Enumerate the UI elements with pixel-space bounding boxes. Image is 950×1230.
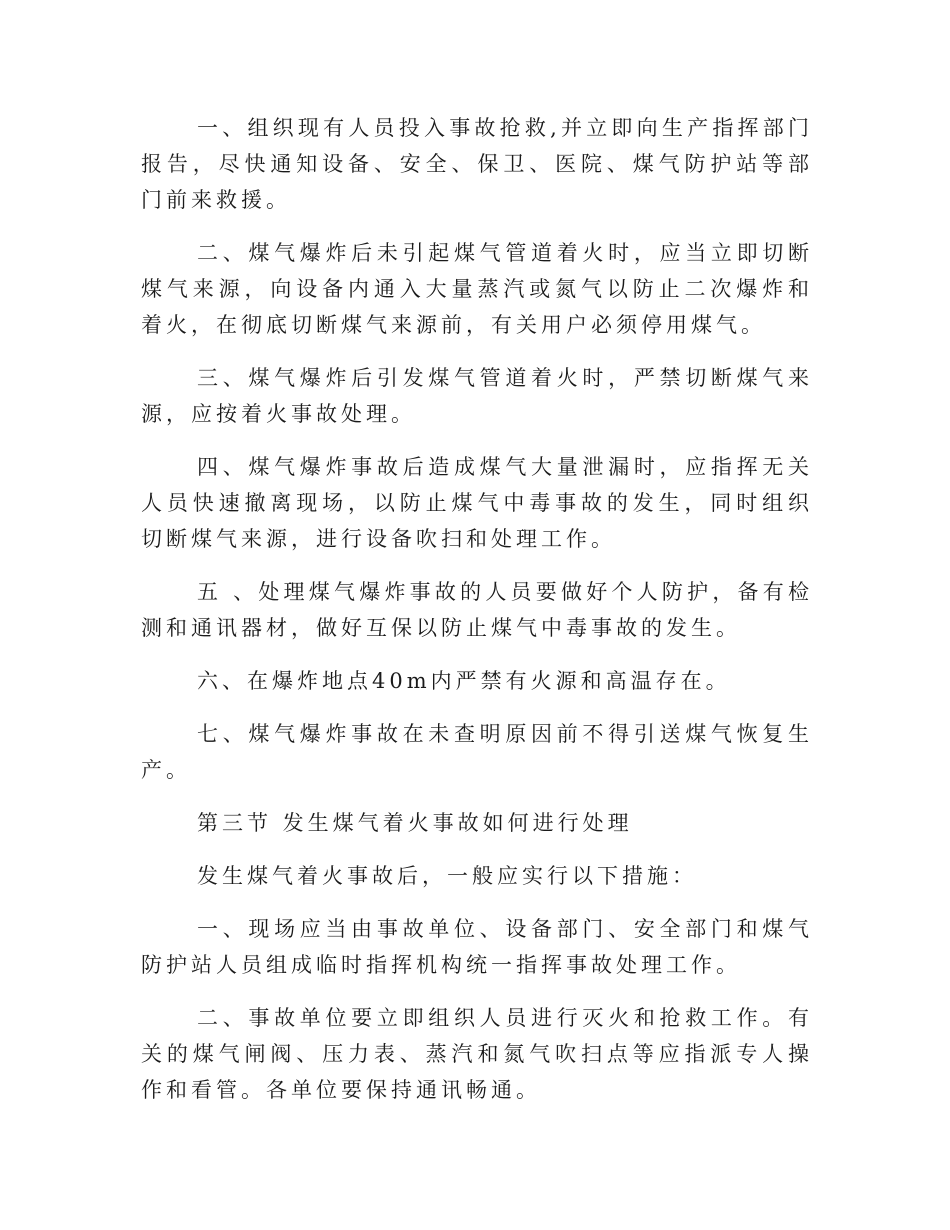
paragraph-7: 七、煤气爆炸事故在未查明原因前不得引送煤气恢复生产。 [141, 722, 813, 782]
paragraph-4: 四、煤气爆炸事故后造成煤气大量泄漏时，应指挥无关人员快速撤离现场，以防止煤气中毒事故的发生，同时组织切断煤气来源，进行设备吹扫和处理工作。 [141, 455, 813, 551]
paragraph-6: 六、在爆炸地点40m内严禁有火源和高温存在。 [197, 669, 731, 693]
paragraph-9: 二、事故单位要立即组织人员进行灭火和抢救工作。有关的煤气闸阀、压力表、蒸汽和氮气吹扫点等应指派专人操作和看管。各单位要保持通讯畅通。 [141, 1006, 813, 1102]
paragraph-3: 三、煤气爆炸后引发煤气管道着火时，严禁切断煤气来源，应按着火事故处理。 [141, 366, 813, 426]
section-heading: 第三节 发生煤气着火事故如何进行处理 [197, 811, 633, 835]
paragraph-5: 五 、处理煤气爆炸事故的人员要做好个人防护，备有检测和通讯器材，做好互保以防止煤气中毒事故的发生。 [141, 580, 813, 640]
paragraph-intro: 发生煤气着火事故后，一般应实行以下措施： [197, 864, 697, 888]
paragraph-8: 一、现场应当由事故单位、设备部门、安全部门和煤气防护站人员组成临时指挥机构统一指挥事故处理工作。 [141, 917, 813, 977]
paragraph-2: 二、煤气爆炸后未引起煤气管道着火时，应当立即切断煤气来源，向设备内通入大量蒸汽或氮气以防止二次爆炸和着火，在彻底切断煤气来源前，有关用户必须停用煤气。 [141, 241, 813, 337]
document-body [141, 110, 813, 1125]
paragraph-1: 一、组织现有人员投入事故抢救,并立即向生产指挥部门报告，尽快通知设备、安全、保卫、医院、煤气防护站等部门前来救援。 [141, 116, 813, 212]
